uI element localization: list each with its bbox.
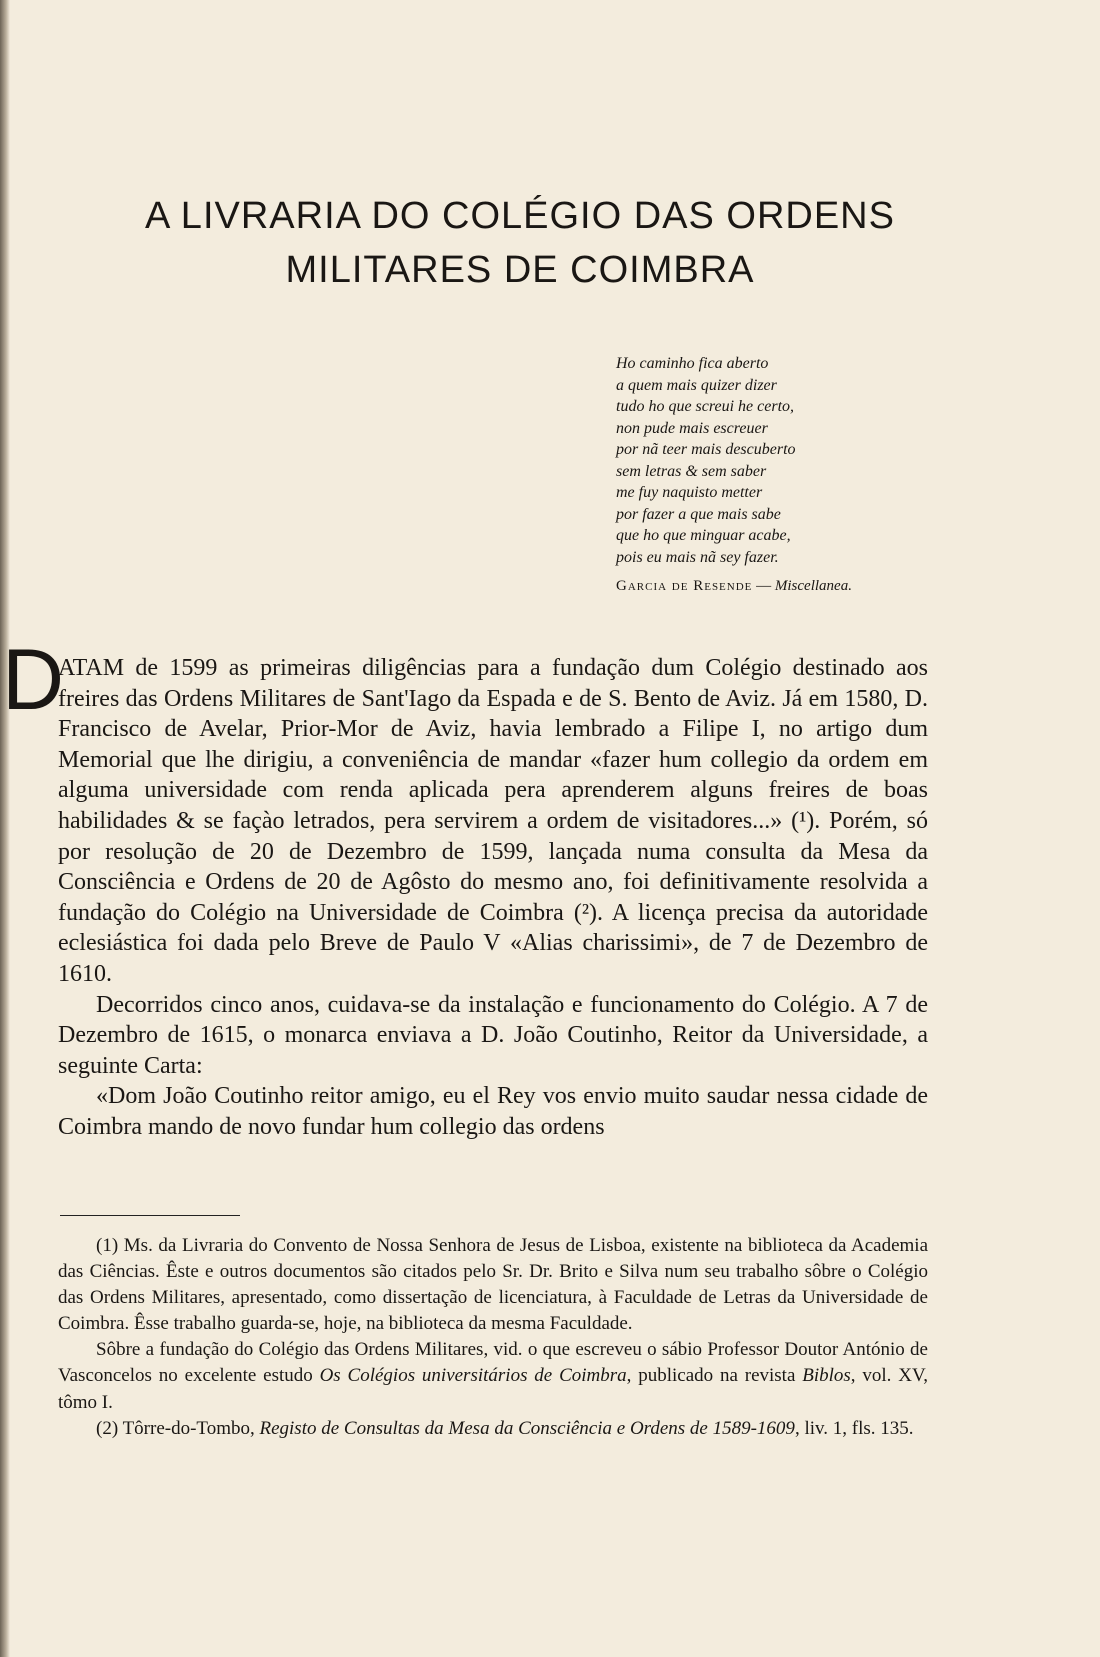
paragraph-3: «Dom João Coutinho reitor amigo, eu el Rey vos envio muito saudar nessa cidade de Coimbra mando de novo fundar hum collegio das ordens [58,1083,928,1140]
epigraph-line: non pude mais escreuer [616,419,768,437]
epigraph-line: sem letras & sem saber [616,462,767,480]
paragraph-2: Decorridos cinco anos, cuidava-se da instalação e funcionamento do Colégio. A 7 de Dezembro de 1615, o monarca enviava a D. João Coutinho, Reitor da Universidade, a seguinte Carta: [58,991,928,1079]
epigraph-line: pois eu mais nã sey fazer. [616,548,779,566]
footnote-2-marker: (2) [96,1417,119,1439]
footnote-1-marker: (1) [96,1235,119,1256]
epigraph [616,353,936,568]
epigraph-line: por fazer a que mais sabe [616,505,781,523]
body-text [58,653,928,1143]
footnote-text: Sôbre a fundação do Colégio das Ordens Militares, vid. o que escreveu o sábio Professor Doutor António de Vasconcelos no excelente estudo [58,1339,928,1387]
epigraph-work: Miscellanea. [774,578,852,594]
footnote-1 [58,1233,928,1337]
footnote-text: , publicado na revista [626,1365,803,1387]
footnote-1-text: Ms. da Livraria do Convento de Nossa Senhora de Jesus de Lisboa, existente na biblioteca da Academia das Ciências. Êste e outros documentos são citados pelo Sr. Dr. Brito e Silva num seu trabalho sôbre o Colégio das Ordens Militares, apresentado, como dissertação de licenciatura, à Faculdade de Letras da Universidade de Coimbra. Êsse trabalho guarda-se, hoje, na biblioteca da mesma Faculdade. [58,1235,928,1335]
drop-cap: D [2,632,65,728]
epigraph-line: Ho caminho fica aberto [616,355,769,372]
footnote-rule [60,1215,240,1216]
footnote-title: Registo de Consultas da Mesa da Consciência e Ordens de 1589-1609 [259,1417,795,1439]
epigraph-line: me fuy naquisto metter [616,484,763,501]
paragraph-1: ATAM de 1599 as primeiras diligências para a fundação dum Colégio destinado aos freires das Ordens Militares de Sant'Iago da Espada e de S. Bento de Aviz. Já em 1580, D. Francisco de Avelar, Prior-Mor de Aviz, havia lembrado a Filipe I, no artigo dum Memorial que lhe dirigiu, a conveniência de mandar «fazer hum collegio da ordem em alguma universidade com renda aplicada pera aprenderem alguns freires de boas habilidades & se façào letrados, pera servirem a ordem de visitadores...» (¹). Porém, só por resolução de 20 de Dezembro de 1599, lançada numa consulta da Mesa da Consciência e Ordens de 20 de Agôsto do mesmo ano, foi definitivamente resolvida a fundação do Colégio na Universidade de Coimbra (²). A licença precisa da autoridade eclesiástica foi dada pelo Breve de Paulo V «Alias charissimi», de 7 de Dezembro de 1610. [58,655,928,987]
footnote-text: Tôrre-do-Tombo, [122,1417,260,1439]
title-line-2: MILITARES DE COIMBRA [285,249,755,291]
footnote-journal: Biblos [802,1365,851,1387]
epigraph-author: Garcia de Resende [616,578,753,594]
footnote-text: , vol. XV, tômo I. [58,1365,928,1413]
footnote-2 [58,1416,928,1442]
epigraph-line: tudo ho que screui he certo, [616,398,795,415]
footnote-1-continuation [58,1337,928,1415]
footnotes [58,1233,928,1442]
epigraph-line: por nã teer mais descuberto [616,441,796,458]
epigraph-line: a quem mais quizer dizer [616,376,777,394]
epigraph-attribution [616,578,936,595]
attribution-separator: — [752,578,775,594]
footnote-text: , liv. 1, fls. 135. [794,1417,914,1439]
footnote-title: Os Colégios universitários de Coimbra [319,1365,627,1387]
title-line-1: A LIVRARIA DO COLÉGIO DAS ORDENS [145,195,895,237]
epigraph-line: que ho que minguar acabe, [616,527,791,544]
